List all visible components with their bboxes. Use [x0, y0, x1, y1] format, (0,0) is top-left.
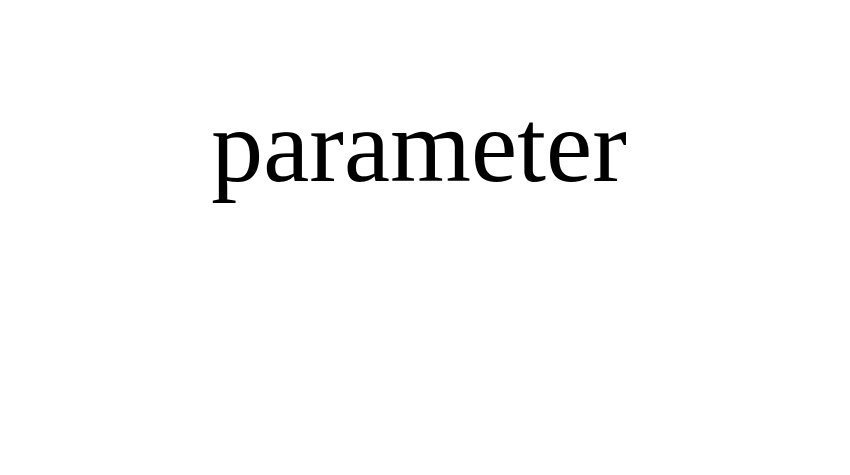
displayed-word: parameter: [211, 89, 627, 204]
